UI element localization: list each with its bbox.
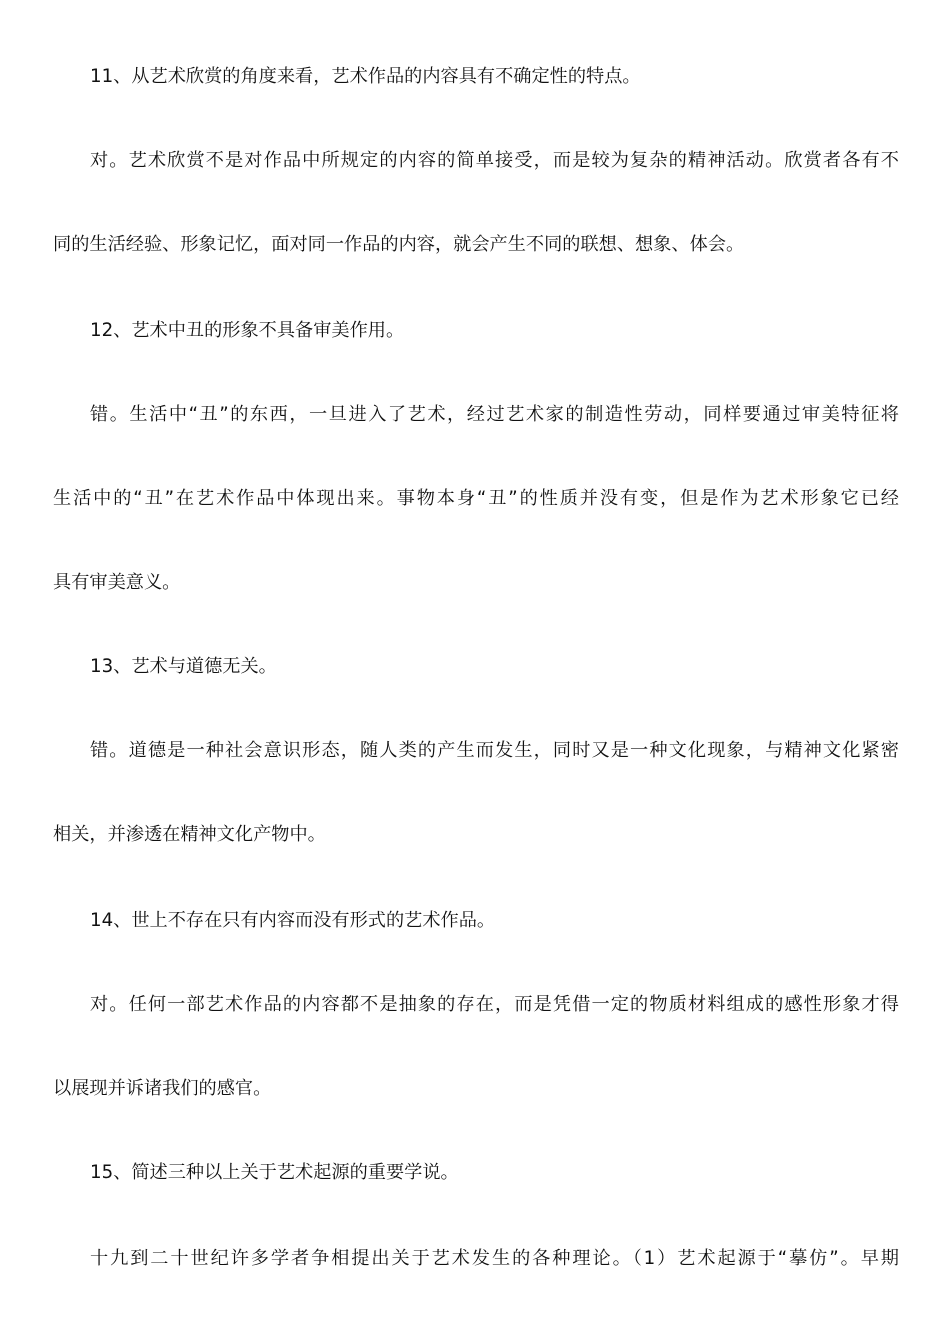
answer-12-line-2: 生活中的“丑”在艺术作品中体现出来。事物本身“丑”的性质并没有变，但是作为艺术形象它已经	[53, 488, 899, 509]
answer-13-line-2: 相关，并渗透在精神文化产物中。	[53, 824, 326, 845]
answer-15-line-1: 十九到二十世纪许多学者争相提出关于艺术发生的各种理论。（1）艺术起源于“摹仿”。早期	[90, 1248, 899, 1269]
question-15: 15、简述三种以上关于艺术起源的重要学说。	[90, 1162, 459, 1183]
answer-12-line-3: 具有审美意义。	[53, 572, 181, 593]
answer-14-line-2: 以展现并诉诸我们的感官。	[53, 1078, 272, 1099]
answer-13-line-1: 错。道德是一种社会意识形态，随人类的产生而发生，同时又是一种文化现象，与精神文化紧密	[90, 740, 899, 761]
answer-12-line-1: 错。生活中“丑”的东西，一旦进入了艺术，经过艺术家的制造性劳动，同样要通过审美特征将	[90, 404, 899, 425]
question-12: 12、艺术中丑的形象不具备审美作用。	[90, 320, 405, 341]
answer-14-line-1: 对。任何一部艺术作品的内容都不是抽象的存在，而是凭借一定的物质材料组成的感性形象才得	[90, 994, 899, 1015]
answer-11-line-2: 同的生活经验、形象记忆，面对同一作品的内容，就会产生不同的联想、想象、体会。	[53, 234, 745, 255]
question-13: 13、艺术与道德无关。	[90, 656, 277, 677]
question-14: 14、世上不存在只有内容而没有形式的艺术作品。	[90, 910, 496, 931]
answer-11-line-1: 对。艺术欣赏不是对作品中所规定的内容的简单接受，而是较为复杂的精神活动。欣赏者各有不	[90, 150, 899, 171]
question-11: 11、从艺术欣赏的角度来看，艺术作品的内容具有不确定性的特点。	[90, 66, 641, 87]
